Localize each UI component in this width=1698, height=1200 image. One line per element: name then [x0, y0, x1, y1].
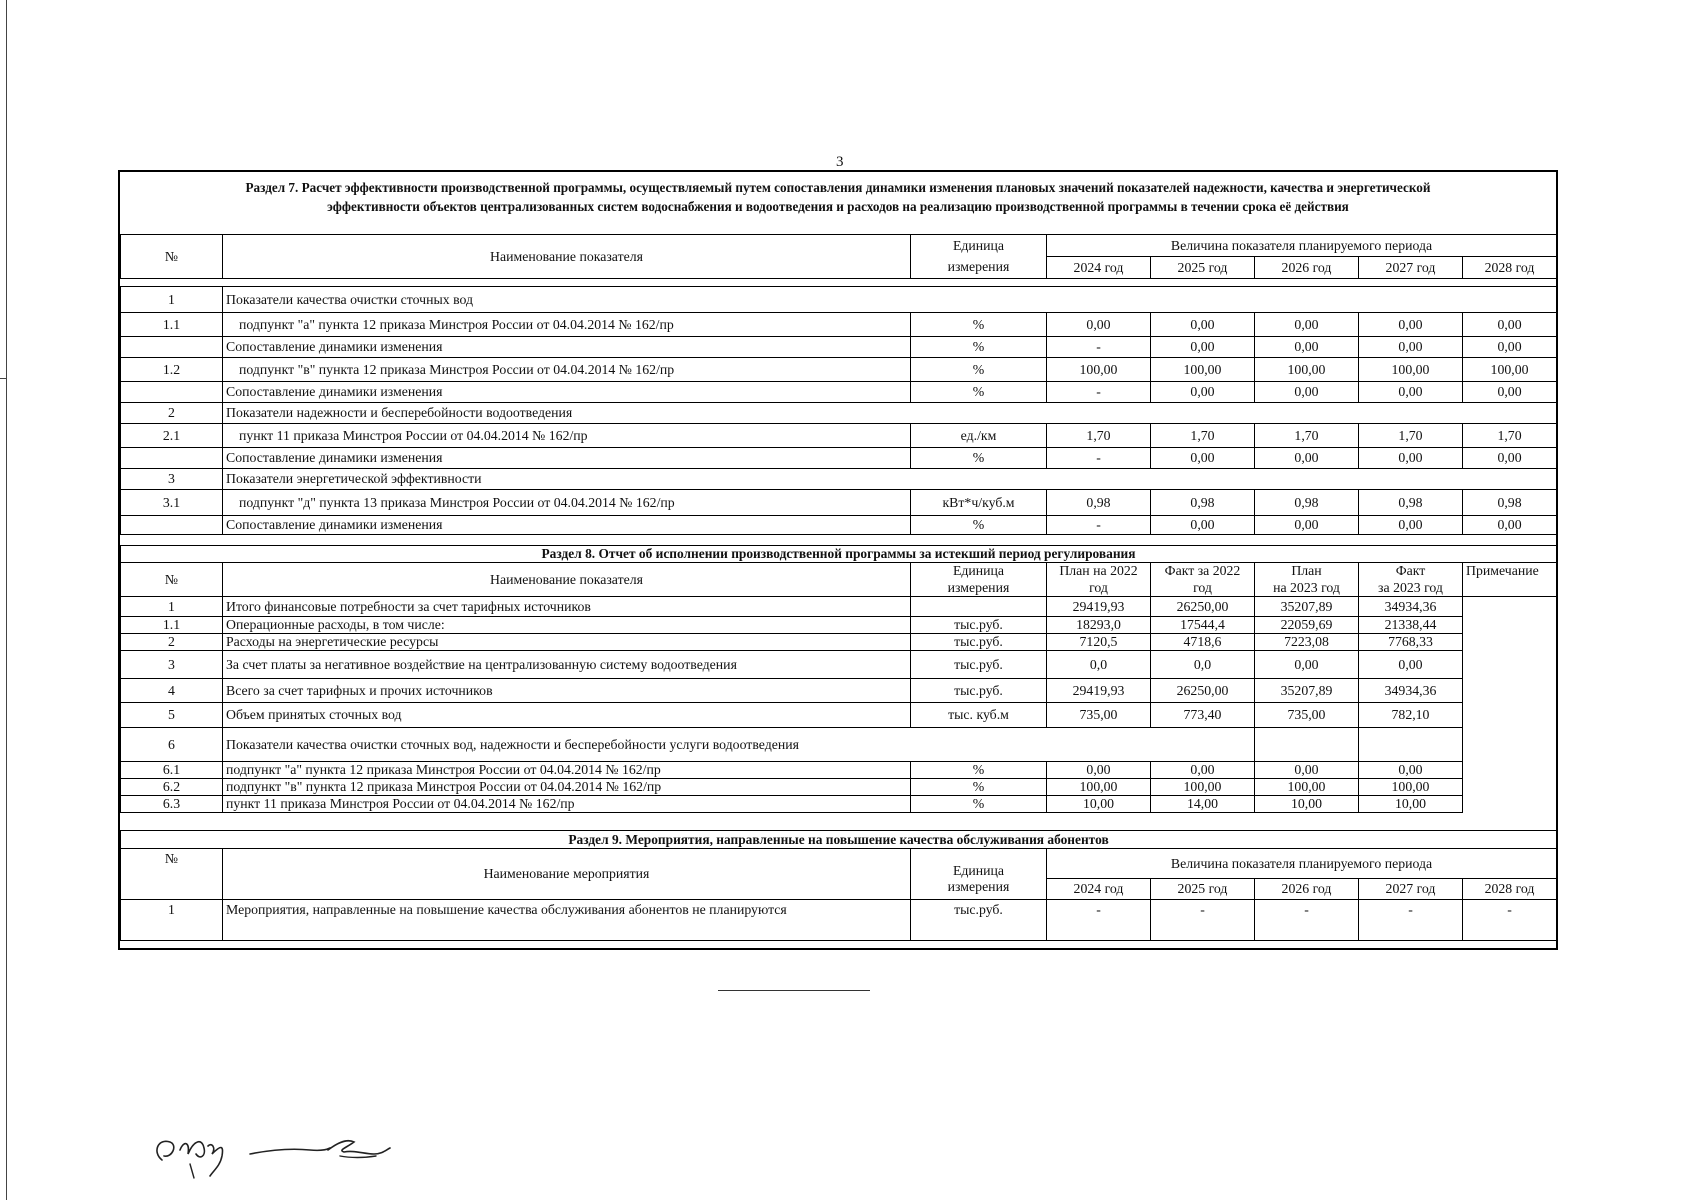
row-unit: % — [911, 516, 1047, 535]
s9-head-year: 2028 год — [1463, 879, 1557, 900]
signature-stroke — [328, 1141, 390, 1154]
cell-value: 0,00 — [1151, 762, 1255, 779]
page-number: 3 — [836, 154, 844, 170]
row-no: 2 — [121, 634, 223, 651]
table-row — [121, 448, 1557, 469]
cell-value: 0,00 — [1463, 313, 1557, 337]
s7-spacer — [121, 279, 1557, 287]
cell-value: - — [1047, 448, 1151, 469]
s8-head-note-cont — [1463, 580, 1557, 597]
cell-value: 0,00 — [1255, 448, 1359, 469]
cell-value: 0,98 — [1047, 490, 1151, 516]
cell-value: 0,00 — [1359, 762, 1463, 779]
cell-value: 100,00 — [1463, 358, 1557, 382]
section8-table — [120, 545, 1557, 813]
s9-head-no: № — [121, 849, 223, 900]
cell-value: 0,00 — [1151, 337, 1255, 358]
cell-value: 0,00 — [1463, 382, 1557, 403]
cell-value: 34934,36 — [1359, 597, 1463, 617]
cell-value: 100,00 — [1359, 358, 1463, 382]
s8-note-cell — [1463, 597, 1557, 813]
scan-mark — [0, 378, 6, 379]
row-unit — [911, 597, 1047, 617]
cell-value: 100,00 — [1359, 779, 1463, 796]
table-row — [121, 424, 1557, 448]
row-no: 2.1 — [121, 424, 223, 448]
row-unit: тыс.руб. — [911, 679, 1047, 703]
row-name: Сопоставление динамики изменения — [223, 516, 911, 535]
s8-head-no: № — [121, 563, 223, 597]
cell-value: - — [1047, 337, 1151, 358]
row-unit: кВт*ч/куб.м — [911, 490, 1047, 516]
cell-value: 1,70 — [1047, 424, 1151, 448]
table-row — [121, 679, 1557, 703]
cell-value: 100,00 — [1047, 358, 1151, 382]
s8-head-name: Наименование показателя — [223, 563, 911, 597]
table-row — [121, 287, 1557, 313]
cell-value: 0,00 — [1151, 448, 1255, 469]
cell-value: 0,00 — [1151, 516, 1255, 535]
cell-value: 26250,00 — [1151, 597, 1255, 617]
cell-value: 26250,00 — [1151, 679, 1255, 703]
cell-value: 0,00 — [1047, 313, 1151, 337]
cell-value: 0,98 — [1255, 490, 1359, 516]
s8-head-unit1: Единица — [911, 563, 1047, 580]
s8-head-col: Факт за 2022 — [1151, 563, 1255, 580]
row-no: 1 — [121, 900, 223, 941]
cell-value: 100,00 — [1047, 779, 1151, 796]
cell-value: 10,00 — [1359, 796, 1463, 813]
cell-value: 0,00 — [1255, 337, 1359, 358]
cell-value: 100,00 — [1151, 358, 1255, 382]
cell-value: 0,0 — [1151, 651, 1255, 679]
row-name: Сопоставление динамики изменения — [223, 337, 911, 358]
table-row — [121, 796, 1557, 813]
s9-head-year: 2024 год — [1047, 879, 1151, 900]
section8-title: Раздел 8. Отчет об исполнении производственной программы за истекший период регулирования — [121, 546, 1557, 563]
table-row — [121, 651, 1557, 679]
cell-value: 29419,93 — [1047, 597, 1151, 617]
s8-head-col: Факт — [1359, 563, 1463, 580]
cell-value: 17544,4 — [1151, 617, 1255, 634]
cell-value: - — [1151, 900, 1255, 941]
row-name: Сопоставление динамики изменения — [223, 382, 911, 403]
table-row — [121, 617, 1557, 634]
table-row — [121, 490, 1557, 516]
cell-value: 0,00 — [1359, 337, 1463, 358]
row-unit: % — [911, 337, 1047, 358]
cell-value: 1,70 — [1359, 424, 1463, 448]
s8-head-col: План — [1255, 563, 1359, 580]
row-unit: ед./км — [911, 424, 1047, 448]
table-row — [121, 779, 1557, 796]
row-name: Сопоставление динамики изменения — [223, 448, 911, 469]
cell-value: 782,10 — [1359, 703, 1463, 728]
row-no: 2 — [121, 403, 223, 424]
cell-value: 735,00 — [1047, 703, 1151, 728]
s8-head-unit2: измерения — [911, 580, 1047, 597]
cell-value: 0,00 — [1151, 313, 1255, 337]
cell-value: 10,00 — [1047, 796, 1151, 813]
row-no: 4 — [121, 679, 223, 703]
table-row — [121, 516, 1557, 535]
cell-value: 100,00 — [1255, 358, 1359, 382]
row-no: 5 — [121, 703, 223, 728]
signature-stroke — [190, 1164, 194, 1178]
cell-value: 0,00 — [1359, 313, 1463, 337]
cell-value: 35207,89 — [1255, 679, 1359, 703]
scan-edge — [6, 0, 7, 1200]
row-unit: тыс.руб. — [911, 634, 1047, 651]
row-unit: % — [911, 779, 1047, 796]
row-name: Всего за счет тарифных и прочих источников — [223, 679, 911, 703]
row-name: Показатели энергетической эффективности — [223, 469, 1557, 490]
row-unit: % — [911, 382, 1047, 403]
row-name: Показатели качества очистки сточных вод — [223, 287, 1557, 313]
s7-head-unit1: Единица — [911, 235, 1047, 257]
cell-value: 0,00 — [1255, 762, 1359, 779]
cell-value: 1,70 — [1463, 424, 1557, 448]
cell-value: 100,00 — [1255, 779, 1359, 796]
cell-value: 0,00 — [1151, 382, 1255, 403]
cell-value: 0,00 — [1047, 762, 1151, 779]
row-unit: % — [911, 448, 1047, 469]
row-no: 1 — [121, 597, 223, 617]
cell-value: 735,00 — [1255, 703, 1359, 728]
row-unit: тыс.руб. — [911, 651, 1047, 679]
s8-head-col-2: год — [1047, 580, 1151, 597]
table-row — [121, 703, 1557, 728]
section7-title — [120, 178, 1556, 216]
section7-title-line2: эффективности объектов централизованных систем водоснабжения и водоотведения и расходов на реализацию производственной программы в течении срока её действия — [327, 199, 1349, 214]
table-row — [121, 337, 1557, 358]
table-row — [121, 900, 1557, 941]
row-name: Объем принятых сточных вод — [223, 703, 911, 728]
cell-value: 0,00 — [1359, 382, 1463, 403]
row-unit: % — [911, 313, 1047, 337]
table-row — [121, 597, 1557, 617]
row-name: подпункт "а" пункта 12 приказа Минстроя России от 04.04.2014 № 162/пр — [223, 762, 911, 779]
row-name: подпункт "д" пункта 13 приказа Минстроя России от 04.04.2014 № 162/пр — [223, 490, 911, 516]
s7-head-unit2: измерения — [911, 257, 1047, 279]
cell-value: - — [1463, 900, 1557, 941]
footer-separator — [718, 990, 870, 991]
cell-value: 35207,89 — [1255, 597, 1359, 617]
cell-value: 0,98 — [1463, 490, 1557, 516]
s8-head-col-2: на 2023 год — [1255, 580, 1359, 597]
cell-value: 29419,93 — [1047, 679, 1151, 703]
row-no: 6.1 — [121, 762, 223, 779]
row-name: Расходы на энергетические ресурсы — [223, 634, 911, 651]
cell-value: 4718,6 — [1151, 634, 1255, 651]
handwritten-signature — [150, 1120, 410, 1180]
row-unit: тыс.руб. — [911, 900, 1047, 941]
cell-value: 10,00 — [1255, 796, 1359, 813]
signature-stroke — [250, 1148, 330, 1154]
row-no: 6.2 — [121, 779, 223, 796]
s9-head-year: 2026 год — [1255, 879, 1359, 900]
cell-value: 0,00 — [1463, 337, 1557, 358]
cell-value: - — [1047, 900, 1151, 941]
cell-value: 0,98 — [1151, 490, 1255, 516]
s7-head-year: 2028 год — [1463, 257, 1557, 279]
cell-value: 0,0 — [1047, 651, 1151, 679]
s9-head-unit1: Единица — [911, 849, 1047, 879]
row-no: 6.3 — [121, 796, 223, 813]
section7-title-line1: Раздел 7. Расчет эффективности производственной программы, осуществляемый путем сопоставления динамики изменения плановых значений показателей надежности, качества и энергетической — [245, 180, 1431, 195]
s7-head-year: 2027 год — [1359, 257, 1463, 279]
row-name: Итого финансовые потребности за счет тарифных источников — [223, 597, 911, 617]
cell-value: 0,00 — [1359, 448, 1463, 469]
table-row — [121, 469, 1557, 490]
s7-head-no: № — [121, 235, 223, 279]
row-name: подпункт "в" пункта 12 приказа Минстроя России от 04.04.2014 № 162/пр — [223, 358, 911, 382]
row-unit: тыс. куб.м — [911, 703, 1047, 728]
row-unit: % — [911, 358, 1047, 382]
row-no: 6 — [121, 728, 223, 762]
section7-table — [120, 234, 1557, 535]
row-name: подпункт "а" пункта 12 приказа Минстроя России от 04.04.2014 № 162/пр — [223, 313, 911, 337]
row-name: Операционные расходы, в том числе: — [223, 617, 911, 634]
cell-value: - — [1047, 516, 1151, 535]
cell-value: 0,98 — [1359, 490, 1463, 516]
s7-head-year: 2024 год — [1047, 257, 1151, 279]
table-row — [121, 634, 1557, 651]
s8-head-col-2: за 2023 год — [1359, 580, 1463, 597]
empty-cell — [1255, 728, 1359, 762]
cell-value: 7768,33 — [1359, 634, 1463, 651]
signature-stroke — [157, 1141, 223, 1176]
row-unit: % — [911, 796, 1047, 813]
s9-head-name: Наименование мероприятия — [223, 849, 911, 900]
cell-value: 0,00 — [1255, 516, 1359, 535]
cell-value: 0,00 — [1359, 651, 1463, 679]
cell-value: 0,00 — [1255, 382, 1359, 403]
cell-value: - — [1047, 382, 1151, 403]
row-no: 1.1 — [121, 313, 223, 337]
s7-head-year: 2026 год — [1255, 257, 1359, 279]
s8-head-col-2: год — [1151, 580, 1255, 597]
row-name: Показатели надежности и бесперебойности водоотведения — [223, 403, 1557, 424]
row-name: пункт 11 приказа Минстроя России от 04.04.2014 № 162/пр — [223, 796, 911, 813]
cell-value: 0,00 — [1255, 313, 1359, 337]
s8-head-col: План на 2022 — [1047, 563, 1151, 580]
cell-value: 7120,5 — [1047, 634, 1151, 651]
cell-value: 0,00 — [1463, 516, 1557, 535]
cell-value: 22059,69 — [1255, 617, 1359, 634]
row-no — [121, 516, 223, 535]
cell-value: 100,00 — [1151, 779, 1255, 796]
cell-value: - — [1255, 900, 1359, 941]
s9-head-period: Величина показателя планируемого периода — [1047, 849, 1557, 879]
cell-value: 18293,0 — [1047, 617, 1151, 634]
s7-head-name: Наименование показателя — [223, 235, 911, 279]
row-no: 3.1 — [121, 490, 223, 516]
document-frame — [118, 170, 1558, 950]
cell-value: 0,00 — [1255, 651, 1359, 679]
cell-value: 14,00 — [1151, 796, 1255, 813]
table-row — [121, 762, 1557, 779]
table-row — [121, 382, 1557, 403]
row-name: Показатели качества очистки сточных вод, надежности и бесперебойности услуги водоотведения — [223, 728, 1255, 762]
s8-head-note: Примечание — [1463, 563, 1557, 580]
row-name: подпункт "в" пункта 12 приказа Минстроя России от 04.04.2014 № 162/пр — [223, 779, 911, 796]
s7-head-year: 2025 год — [1151, 257, 1255, 279]
section9-title: Раздел 9. Мероприятия, направленные на повышение качества обслуживания абонентов — [121, 831, 1557, 849]
row-no: 1.1 — [121, 617, 223, 634]
s9-head-unit2: измерения — [911, 879, 1047, 900]
table-row — [121, 358, 1557, 382]
section9-table — [120, 830, 1557, 941]
cell-value: 773,40 — [1151, 703, 1255, 728]
cell-value: 0,00 — [1463, 448, 1557, 469]
row-unit: % — [911, 762, 1047, 779]
cell-value: 21338,44 — [1359, 617, 1463, 634]
signature-stroke — [340, 1156, 376, 1158]
table-row — [121, 313, 1557, 337]
row-no: 3 — [121, 469, 223, 490]
row-no: 1 — [121, 287, 223, 313]
s9-head-year: 2027 год — [1359, 879, 1463, 900]
s7-head-period: Величина показателя планируемого периода — [1047, 235, 1557, 257]
table-row — [121, 403, 1557, 424]
empty-cell — [1359, 728, 1463, 762]
row-no: 3 — [121, 651, 223, 679]
table-row — [121, 728, 1557, 762]
row-name: Мероприятия, направленные на повышение качества обслуживания абонентов не планируются — [223, 900, 911, 941]
cell-value: 1,70 — [1255, 424, 1359, 448]
row-no — [121, 448, 223, 469]
row-no — [121, 382, 223, 403]
row-unit: тыс.руб. — [911, 617, 1047, 634]
cell-value: 0,00 — [1359, 516, 1463, 535]
cell-value: 7223,08 — [1255, 634, 1359, 651]
row-name: За счет платы за негативное воздействие на централизованную систему водоотведения — [223, 651, 911, 679]
cell-value: - — [1359, 900, 1463, 941]
cell-value: 34934,36 — [1359, 679, 1463, 703]
row-no: 1.2 — [121, 358, 223, 382]
cell-value: 1,70 — [1151, 424, 1255, 448]
s9-head-year: 2025 год — [1151, 879, 1255, 900]
row-no — [121, 337, 223, 358]
row-name: пункт 11 приказа Минстроя России от 04.04.2014 № 162/пр — [223, 424, 911, 448]
